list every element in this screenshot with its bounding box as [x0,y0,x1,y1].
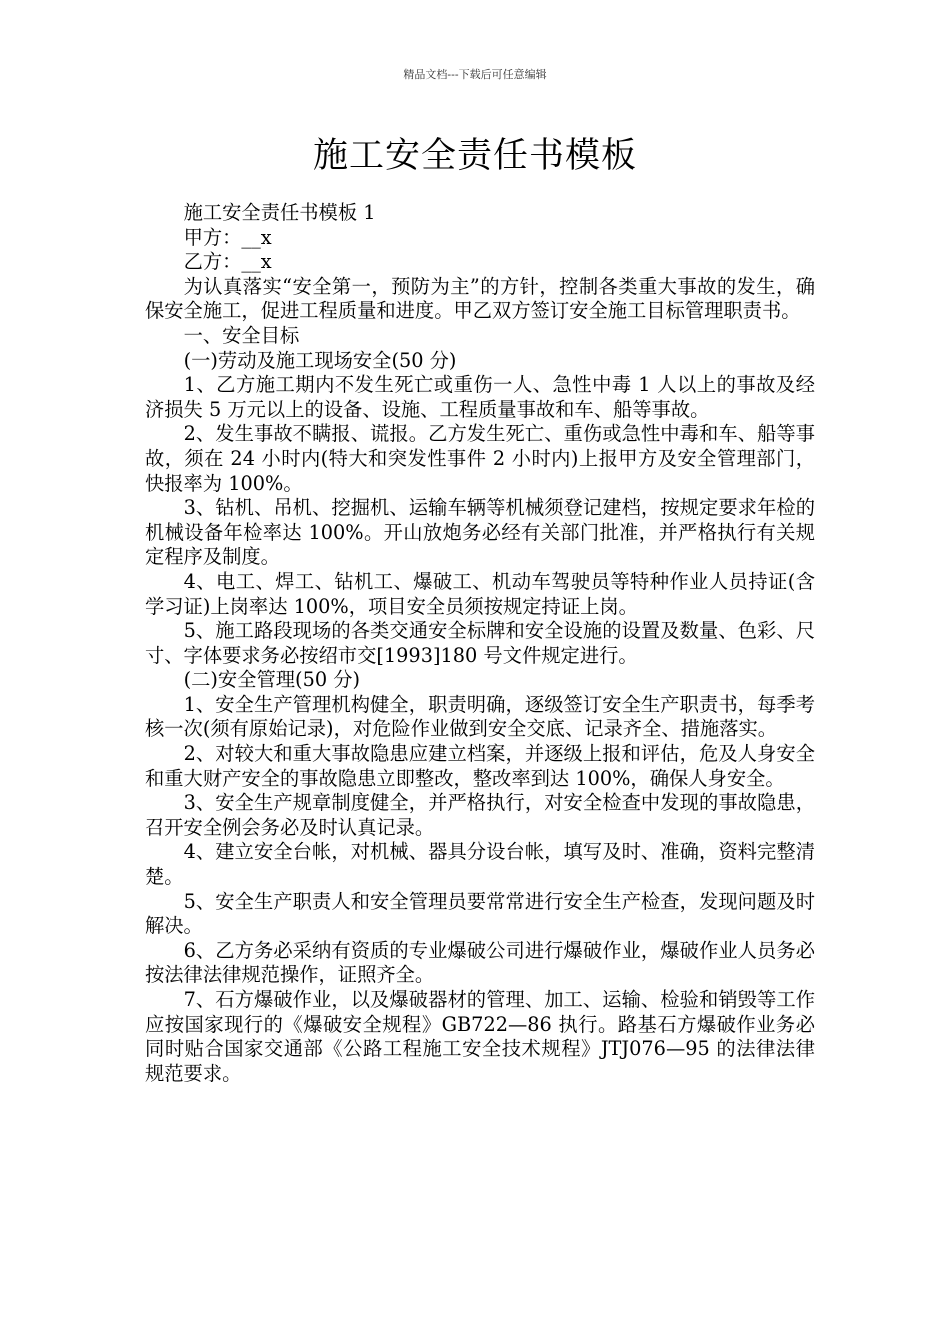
document-title: 施工安全责任书模板 [312,136,637,176]
paragraph: 2、发生事故不瞒报、谎报。乙方发生死亡、重伤或急性中毒和车、船等事故，须在 24 小时内(特大和突发性事件 2 小时内)上报甲方及安全管理部门，快报率为 100%。 [145,422,815,495]
paragraph: 乙方：__x [183,250,272,274]
paragraph: 一、安全目标 [183,323,300,347]
paragraph: 甲方：__x [183,225,272,249]
document-body [145,201,815,1086]
paragraph: (一)劳动及施工现场安全(50 分) [183,348,457,372]
paragraph: (二)安全管理(50 分) [183,668,361,692]
paragraph: 4、电工、焊工、钻机工、爆破工、机动车驾驶员等特种作业人员持证(含学习证)上岗率达 100%，项目安全员须按规定持证上岗。 [145,569,815,618]
paragraph: 2、对较大和重大事故隐患应建立档案，并逐级上报和评估，危及人身安全和重大财产安全的事故隐患立即整改，整改率到达 100%，确保人身安全。 [145,742,815,790]
paragraph: 5、安全生产职责人和安全管理员要常常进行安全生产检查，发现问题及时解决。 [145,889,815,938]
paragraph: 4、建立安全台帐，对机械、器具分设台帐，填写及时、准确，资料完整清楚。 [145,840,815,889]
paragraph: 施工安全责任书模板 1 [183,201,376,224]
paragraph: 3、钻机、吊机、挖掘机、运输车辆等机械须登记建档，按规定要求年检的机械设备年检率达 100%。开山放炮务必经有关部门批准，并严格执行有关规定程序及制度。 [145,496,815,569]
paragraph: 1、安全生产管理机构健全，职责明确，逐级签订安全生产职责书，每季考核一次(须有原始记录)，对危险作业做到安全交底、记录齐全、措施落实。 [145,692,815,741]
header-note: 精品文档---下载后可任意编辑 [403,68,547,81]
paragraph: 6、乙方务必采纳有资质的专业爆破公司进行爆破作业，爆破作业人员务必按法律法律规范操作，证照齐全。 [145,938,815,987]
paragraph: 5、施工路段现场的各类交通安全标牌和安全设施的设置及数量、色彩、尺寸、字体要求务必按绍市交[1993]180 号文件规定进行。 [145,619,815,667]
paragraph: 3、安全生产规章制度健全，并严格执行，对安全检查中发现的事故隐患，召开安全例会务必及时认真记录。 [145,791,815,839]
paragraph: 1、乙方施工期内不发生死亡或重伤一人、急性中毒 1 人以上的事故及经济损失 5 万元以上的设备、设施、工程质量事故和车、船等事故。 [145,373,815,421]
paragraph: 为认真落实“安全第一，预防为主”的方针，控制各类重大事故的发生，确保安全施工，促进工程质量和进度。甲乙双方签订安全施工目标管理职责书。 [145,274,815,323]
paragraph: 7、石方爆破作业，以及爆破器材的管理、加工、运输、检验和销毁等工作应按国家现行的《爆破安全规程》GB722—86 执行。路基石方爆破作业务必同时贴合国家交通部《公路工程施工安全技术规程》JTJ076—95 的法律法律规范要求。 [145,988,815,1085]
